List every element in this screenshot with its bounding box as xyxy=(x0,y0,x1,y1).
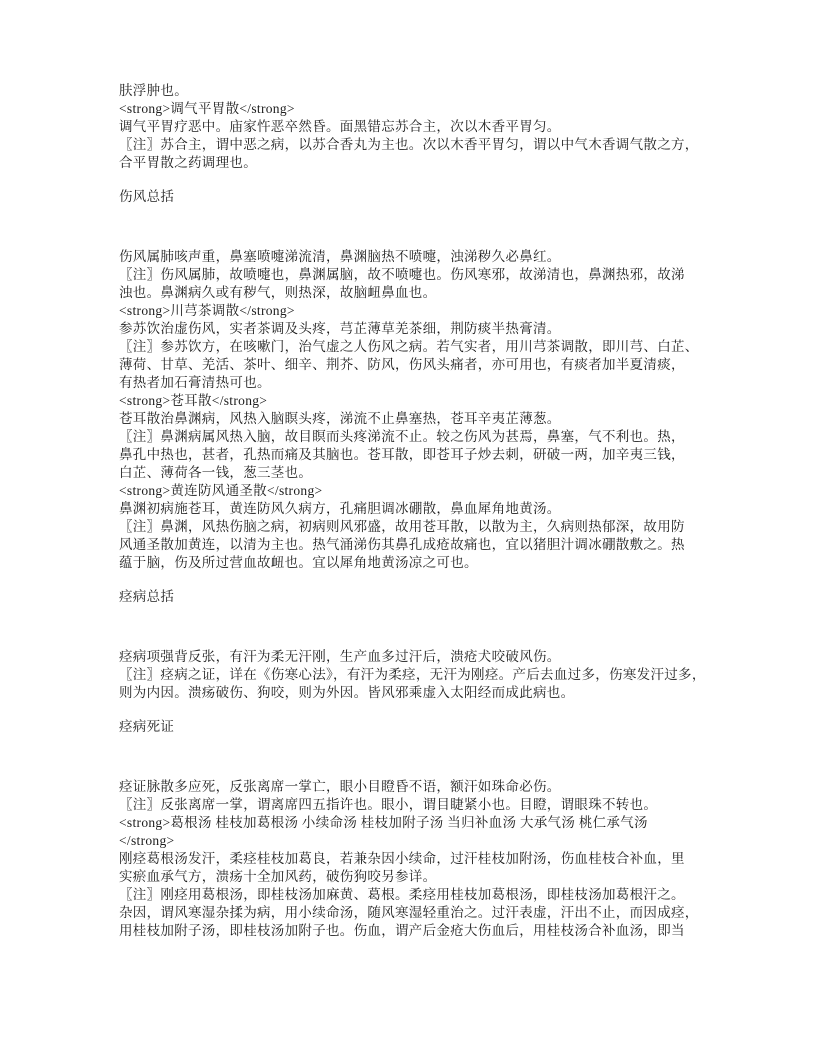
text-line: 白芷、薄荷各一钱，葱三茎也。 xyxy=(119,465,313,480)
paragraph xyxy=(119,778,719,940)
section-heading xyxy=(119,718,719,736)
text-line: 〖注〗苏合主，谓中恶之病，以苏合香丸为主也。次以木香平胃匀，谓以中气木香调气散之方， xyxy=(119,137,699,152)
paragraph xyxy=(119,82,719,172)
text-line: <strong>葛根汤 桂枝加葛根汤 小续命汤 桂枝加附子汤 当归补血汤 大承气汤 桃仁承气汤 xyxy=(119,815,648,830)
section-heading-text: 痉病死证 xyxy=(119,719,175,734)
paragraph xyxy=(119,248,719,572)
text-line: 肤浮肿也。 xyxy=(119,83,188,98)
section-heading xyxy=(119,588,719,606)
text-line: 〖注〗伤风属肺，故喷嚏也，鼻渊属脑，故不喷嚏也。伤风寒邪，故涕清也，鼻渊热邪，故涕 xyxy=(119,267,685,282)
page-content xyxy=(119,82,719,940)
text-line: 〖注〗鼻渊病属风热入脑，故目瞑而头疼涕流不止。较之伤风为甚焉，鼻塞，气不利也。热， xyxy=(119,429,685,444)
text-line: 痉病项强背反张，有汗为柔无汗刚，生产血多过汗后，溃疮犬咬破风伤。 xyxy=(119,649,561,664)
text-line: 鼻孔中热也，甚者，孔热而痛及其脑也。苍耳散，即苍耳子炒去刺，研破一两，加辛夷三钱， xyxy=(119,447,685,462)
text-line: 〖注〗刚痉用葛根汤，即桂枝汤加麻黄、葛根。柔痉用桂枝加葛根汤，即桂枝汤加葛根汗之。 xyxy=(119,887,685,902)
text-line: 鼻渊初病施苍耳，黄连防风久病方，孔痛胆调冰硼散，鼻血犀角地黄汤。 xyxy=(119,501,561,516)
text-line: </strong> xyxy=(119,833,175,848)
text-line: 参苏饮治虚伤风，实者茶调及头疼，芎芷薄草羌茶细，荆防痰半热膏清。 xyxy=(119,321,561,336)
text-line: 〖注〗痉病之证，详在《伤寒心法》，有汗为柔痉，无汗为刚痉。产后去血过多，伤寒发汗过多， xyxy=(119,667,706,682)
text-line: <strong>川芎茶调散</strong> xyxy=(119,303,295,318)
text-line: 浊也。鼻渊病久或有秽气，则热深，故脑衄鼻血也。 xyxy=(119,285,437,300)
text-line: 合平胃散之药调理也。 xyxy=(119,155,257,170)
paragraph xyxy=(119,648,719,702)
text-line: 〖注〗反张离席一掌，谓离席四五指许也。眼小，谓目睫紧小也。目瞪，谓眼珠不转也。 xyxy=(119,797,658,812)
text-line: <strong>调气平胃散</strong> xyxy=(119,101,295,116)
text-line: 伤风属肺咳声重，鼻塞喷嚏涕流清，鼻渊脑热不喷嚏，浊涕秽久必鼻红。 xyxy=(119,249,561,264)
section-heading xyxy=(119,188,719,206)
text-line: 蕴于脑，伤及所过营血故衄也。宜以犀角地黄汤凉之可也。 xyxy=(119,555,478,570)
text-line: 调气平胃疗恶中。庙家忤恶卒然昏。面黑错忘苏合主，次以木香平胃匀。 xyxy=(119,119,561,134)
text-line: 苍耳散治鼻渊病，风热入脑瞑头疼，涕流不止鼻塞热，苍耳辛夷芷薄葱。 xyxy=(119,411,561,426)
text-line: 实瘀血承气方，溃疡十全加风药，破伤狗咬另参详。 xyxy=(119,869,437,884)
text-line: 有热者加石膏清热可也。 xyxy=(119,375,271,390)
text-line: 痉证脉散多应死，反张离席一掌亡，眼小目瞪昏不语，额汗如珠命必伤。 xyxy=(119,779,561,794)
text-line: 薄荷、甘草、羌活、茶叶、细辛、荆芥、防风，伤风头痛者，亦可用也，有痰者加半夏清痰， xyxy=(119,357,685,372)
text-line: 风通圣散加黄连，以清为主也。热气涌涕伤其鼻孔成疮故痛也，宜以猪胆汁调冰硼散敷之。热 xyxy=(119,537,685,552)
text-line: 杂因，谓风寒湿杂揉为病，用小续命汤，随风寒湿轻重治之。过汗表虚，汗出不止，而因成痉， xyxy=(119,905,699,920)
text-line: 〖注〗参苏饮方，在咳嗽门，治气虚之人伤风之病。若气实者，用川芎茶调散，即川芎、白芷、 xyxy=(119,339,699,354)
text-line: 刚痉葛根汤发汗，柔痉桂枝加葛良，若兼杂因小续命，过汗桂枝加附汤，伤血桂枝合补血，里 xyxy=(119,851,685,866)
text-line: <strong>苍耳散</strong> xyxy=(119,393,268,408)
text-line: 〖注〗鼻渊，风热伤脑之病，初病则风邪盛，故用苍耳散，以散为主，久病则热郁深，故用防 xyxy=(119,519,685,534)
text-line: <strong>黄连防风通圣散</strong> xyxy=(119,483,323,498)
section-heading-text: 痉病总括 xyxy=(119,589,175,604)
text-line: 则为内因。溃疡破伤、狗咬，则为外因。皆风邪乘虚入太阳经而成此病也。 xyxy=(119,685,575,700)
section-heading-text: 伤风总括 xyxy=(119,189,175,204)
text-line: 用桂枝加附子汤，即桂枝汤加附子也。伤血，谓产后金疮大伤血后，用桂枝汤合补血汤，即当 xyxy=(119,923,685,938)
